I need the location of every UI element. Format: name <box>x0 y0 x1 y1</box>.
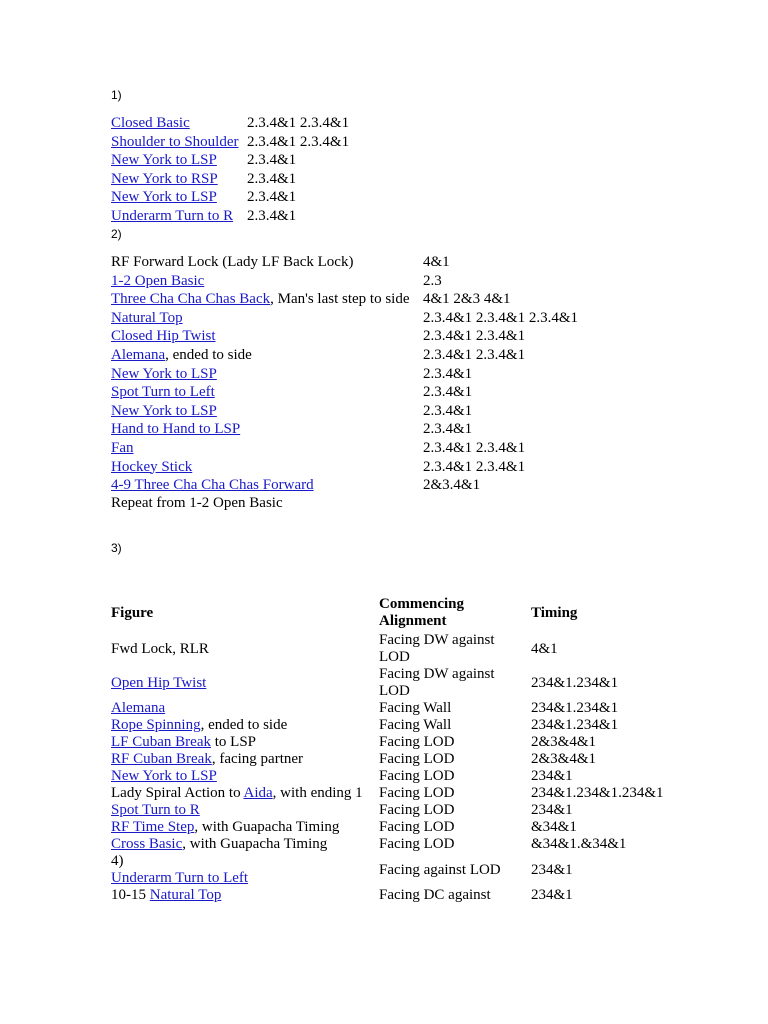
figure-cell <box>111 346 252 364</box>
timing-text: 2.3.4&1 2.3.4&1 <box>423 458 526 475</box>
timing-text: 4&1 2&3 4&1 <box>423 291 511 308</box>
figure-cell <box>109 768 377 785</box>
section-1-number: 1) <box>111 88 122 102</box>
figure-text: Fwd Lock, RLR <box>111 640 209 657</box>
figure-link[interactable]: New York to LSP <box>111 152 217 169</box>
timing-cell: &34&1.&34&1 <box>531 836 627 852</box>
figure-link[interactable]: Three Cha Cha Chas Back <box>111 291 271 308</box>
timing-text: 2&3.4&1 <box>423 477 481 494</box>
figure-link[interactable]: New York to RSP <box>111 170 218 187</box>
figure-link[interactable]: New York to LSP <box>111 189 217 206</box>
timing-cell: 234&1 <box>531 861 573 878</box>
figure-cell <box>111 476 314 494</box>
table-row <box>109 836 703 853</box>
timing-cell: 234&1.234&1 <box>531 674 619 691</box>
figure-cell <box>109 853 377 887</box>
table-row <box>109 768 703 785</box>
timing-cell: 4&1 <box>531 640 558 657</box>
alignment-cell: Facing Wall <box>379 717 452 733</box>
timing-cell: 2&3&4&1 <box>531 734 597 750</box>
table-row <box>109 853 703 887</box>
figure-cell <box>111 365 217 383</box>
timing-text: 4&1 <box>423 254 450 270</box>
alignment-cell: Facing LOD <box>379 836 455 852</box>
timing-text: 2.3.4&1 <box>247 189 297 206</box>
alignment-cell: Facing LOD <box>379 785 455 801</box>
figure-link[interactable]: New York to LSP <box>111 365 217 382</box>
figure-cell <box>111 458 192 476</box>
figure-link[interactable]: Underarm Turn to Left <box>111 870 249 886</box>
figure-cell <box>109 751 377 768</box>
figure-prefix: Lady Spiral Action to <box>111 785 244 801</box>
figure-link[interactable]: Rope Spinning <box>111 717 201 733</box>
timing-text: 2.3.4&1 <box>423 384 473 401</box>
figure-link[interactable]: New York to LSP <box>111 402 217 419</box>
figure-cell <box>111 272 204 290</box>
timing-text: 2.3.4&1 2.3.4&1 2.3.4&1 <box>423 309 579 326</box>
figure-cell <box>111 402 217 420</box>
alignment-cell: Facing LOD <box>379 802 455 818</box>
figure-link[interactable]: Closed Basic <box>111 115 190 131</box>
timing-cell: 234&1 <box>531 887 573 903</box>
figure-link[interactable]: 1-2 Open Basic <box>111 272 205 289</box>
figure-cell <box>109 700 377 717</box>
table-row <box>109 632 703 666</box>
timing-text: 2.3.4&1 <box>423 402 473 419</box>
figure-link[interactable]: Hockey Stick <box>111 458 193 475</box>
figure-note: , Man's last step to side <box>270 291 410 308</box>
figure-prefix: 10-15 <box>111 887 150 903</box>
alignment-cell: Facing LOD <box>379 734 455 750</box>
table-row <box>109 785 703 802</box>
timing-cell: 234&1.234&1 <box>531 700 619 716</box>
figure-cell <box>111 420 240 438</box>
table-header-row <box>109 594 703 632</box>
timing-text: 2.3.4&1 2.3.4&1 <box>247 133 350 150</box>
figure-link[interactable]: Natural Top <box>111 309 183 326</box>
section-3-body <box>109 632 703 853</box>
table-row <box>109 802 703 819</box>
timing-text: 2.3.4&1 2.3.4&1 <box>423 328 526 345</box>
figure-note: to LSP <box>210 734 256 750</box>
section-2-footer: Repeat from 1-2 Open Basic <box>111 495 283 511</box>
figure-cell <box>111 253 353 271</box>
table-row <box>109 751 703 768</box>
figure-link[interactable]: Alemana <box>111 700 166 716</box>
figure-cell <box>109 887 377 904</box>
figure-link[interactable]: Underarm Turn to R <box>111 208 234 224</box>
alignment-cell: Facing LOD <box>379 751 455 767</box>
timing-cell: &34&1 <box>531 819 577 835</box>
header-timing: Timing <box>531 604 578 621</box>
section-3-number: 3) <box>111 541 122 555</box>
figure-link[interactable]: Shoulder to Shoulder <box>111 133 239 150</box>
figure-cell <box>111 290 409 308</box>
section-3-table <box>109 594 703 904</box>
section-2-number: 2) <box>111 227 122 241</box>
timing-text: 2.3.4&1 2.3.4&1 <box>423 440 526 456</box>
figure-link[interactable]: Hand to Hand to LSP <box>111 421 241 438</box>
alignment-cell: Facing LOD <box>379 819 455 835</box>
timing-text: 2.3.4&1 <box>423 421 473 438</box>
timing-cell: 234&1 <box>531 768 573 784</box>
table-row <box>109 819 703 836</box>
figure-cell <box>109 666 377 700</box>
figure-link[interactable]: Aida <box>243 785 273 801</box>
table-row <box>109 887 703 904</box>
figure-note: , facing partner <box>211 751 304 767</box>
table-row <box>109 666 703 700</box>
figure-cell <box>109 734 377 751</box>
figure-note: , ended to side <box>200 717 288 733</box>
alignment-cell: Facing DC against <box>379 887 491 903</box>
figure-link[interactable]: LF Cuban Break <box>111 734 211 750</box>
figure-text: RF Forward Lock (Lady LF Back Lock) <box>111 254 354 270</box>
table-row <box>109 700 703 717</box>
figure-link[interactable]: New York to LSP <box>111 768 217 784</box>
figure-link[interactable]: Closed Hip Twist <box>111 328 216 345</box>
figure-cell <box>111 439 134 457</box>
alignment-cell: Facing Wall <box>379 700 452 716</box>
figure-cell <box>109 819 377 836</box>
timing-text: 2.3.4&1 <box>423 365 473 382</box>
alignment-cell: Facing DW against LOD <box>379 666 495 699</box>
figure-cell <box>109 717 377 734</box>
timing-text: 2.3.4&1 <box>247 152 297 169</box>
figure-cell <box>109 785 377 802</box>
table-row <box>109 717 703 734</box>
figure-link[interactable]: Natural Top <box>149 887 222 903</box>
figure-link[interactable]: 4-9 Three Cha Cha Chas Forward <box>111 477 314 494</box>
timing-cell: 234&1.234&1 <box>531 717 619 733</box>
figure-link[interactable]: RF Cuban Break <box>111 751 212 767</box>
timing-text: 2.3.4&1 <box>247 170 297 187</box>
figure-note: , with Guapacha Timing <box>194 819 340 835</box>
figure-link[interactable]: RF Time Step <box>111 819 195 835</box>
timing-cell: 234&1 <box>531 802 573 818</box>
figure-note: , with ending 1 <box>272 785 363 801</box>
alignment-cell: Facing LOD <box>379 768 455 784</box>
figure-cell <box>111 383 215 401</box>
figure-cell <box>111 327 216 345</box>
timing-cell: 234&1.234&1.234&1 <box>531 785 664 801</box>
figure-cell <box>109 836 377 853</box>
figure-link[interactable]: Cross Basic <box>111 836 183 852</box>
header-alignment: Commencing Alignment <box>379 596 464 629</box>
timing-text: 2.3.4&1 2.3.4&1 <box>247 115 350 131</box>
figure-note: , ended to side <box>165 347 252 363</box>
table-row <box>109 734 703 751</box>
header-figure: Figure <box>111 604 154 621</box>
section-4-body <box>109 853 703 904</box>
alignment-cell: Facing against LOD <box>379 861 501 878</box>
section-4-number: 4) <box>111 853 124 869</box>
figure-link[interactable]: Open Hip Twist <box>111 674 207 691</box>
figure-link[interactable]: Spot Turn to Left <box>111 384 215 401</box>
timing-cell: 2&3&4&1 <box>531 751 597 767</box>
figure-cell <box>109 802 377 819</box>
figure-link[interactable]: Alemana <box>111 347 166 363</box>
figure-link[interactable]: Fan <box>111 440 134 456</box>
alignment-cell: Facing DW against LOD <box>379 632 495 665</box>
figure-cell <box>109 632 377 666</box>
figure-note: , with Guapacha Timing <box>182 836 328 852</box>
timing-text: 2.3 <box>423 272 442 289</box>
timing-text: 2.3.4&1 <box>247 208 297 224</box>
timing-text: 2.3.4&1 2.3.4&1 <box>423 347 526 363</box>
figure-link[interactable]: Spot Turn to R <box>111 802 200 818</box>
figure-cell <box>111 309 183 327</box>
